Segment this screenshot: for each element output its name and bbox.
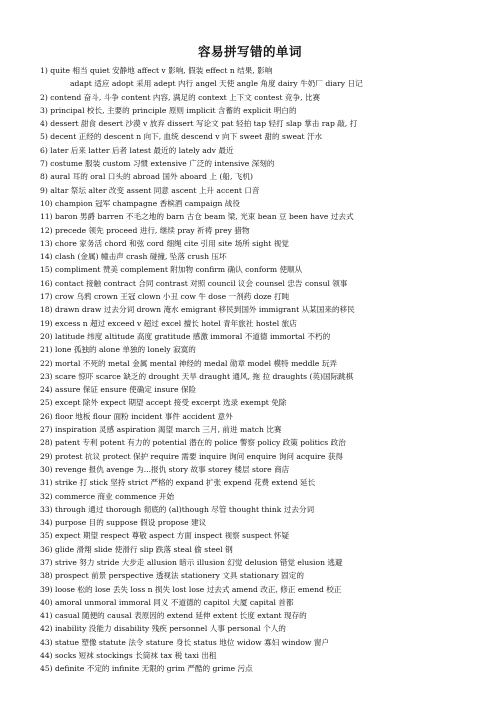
- word-list-item: 36) glide 滑翔 slide 使滑行 slip 跌落 steal 偷 steel 钢: [40, 544, 233, 554]
- word-list-item: 32) commerce 商业 commence 开始: [40, 491, 175, 501]
- page-title: 容易拼写错的单词: [197, 44, 302, 59]
- word-list-item: 37) strive 努力 stride 大步走 allusion 暗示 illusion 幻觉 delusion 错觉 elusion 逃避: [40, 557, 343, 567]
- word-list-item: 15) compliment 赞美 complement 附加物 confirm 确认 conform 使顺从: [40, 265, 303, 275]
- word-list-item: 29) protest 抗议 protect 保护 require 需要 inquire 询问 enquire 询问 acquire 获得: [40, 451, 344, 461]
- word-list-item: 39) loose 松的 lose 丢失 loss n 损失 lost lose 过去式 amend 改正, 修正 emend 校正: [40, 584, 342, 594]
- word-list-item: adapt 适应 adopt 采用 adept 内行 angel 天使 angle 角度 dairy 牛奶厂 diary 日记: [70, 79, 363, 89]
- word-list: [40, 64, 490, 676]
- word-list-item: 10) champion 冠军 champagne 香槟酒 campaign 战役: [40, 198, 240, 208]
- word-list-item: 19) excess n 超过 exceed v 超过 excel 擅长 hotel 青年旅社 hostel 旅店: [40, 318, 297, 328]
- word-list-item: 17) crow 乌鸦 crown 王冠 clown 小丑 cow 牛 dose 一剂药 doze 打盹: [40, 292, 290, 302]
- word-list-item: 41) casual 随便的 causal 表原因的 extend 延伸 extent 长度 extant 现存的: [40, 611, 307, 621]
- word-list-item: 38) prospect 前景 perspective 透视法 stationery 文具 stationary 固定的: [40, 571, 304, 581]
- word-list-item: 24) assure 保证 ensure 使确定 insure 保险: [40, 385, 197, 395]
- word-list-item: 2) contend 奋斗, 斗争 content 内容, 满足的 context 上下文 contest 竞争, 比赛: [40, 92, 321, 102]
- word-list-item: 4) dessert 甜食 desert 沙漠 v 放弃 dissert 写论文 pat 轻拍 tap 轻打 slap 掌击 rap 敲, 打: [40, 119, 358, 129]
- word-list-item: 22) mortal 不死的 metal 金属 mental 神经的 medal 勋章 model 模特 meddle 玩弄: [40, 358, 338, 368]
- word-list-item: 8) aural 耳的 oral 口头的 abroad 国外 aboard 上 (船, 飞机): [40, 172, 253, 182]
- word-list-item: 14) clash (金属) 幢击声 crash 碰撞, 坠落 crush 压坏: [40, 252, 227, 262]
- word-list-item: 3) principal 校长, 主要的 principle 原则 implicit 含蓄的 explicit 明白的: [40, 105, 297, 115]
- word-list-item: 28) patent 专利 potent 有力的 potential 潜在的 police 警察 policy 政策 politics 政治: [40, 438, 346, 448]
- word-list-item: 7) costume 服装 custom 习惯 extensive 广泛的 intensive 深刻的: [40, 159, 275, 169]
- word-list-item: 34) purpose 目的 suppose 假设 propose 建议: [40, 518, 207, 528]
- word-list-item: 44) socks 短袜 stockings 长筒袜 tax 税 taxi 出租: [40, 651, 217, 661]
- word-list-item: 26) floor 地板 flour 面粉 incident 事件 accident 意外: [40, 411, 233, 421]
- word-list-item: 40) amoral unmoral immoral 同义 不道德的 capitol 大厦 capital 首都: [40, 597, 294, 607]
- word-list-item: 12) precede 领先 proceed 进行, 继续 pray 祈祷 prey 猎物: [40, 225, 250, 235]
- word-list-item: 9) altar 祭坛 alter 改变 assent 同意 ascent 上升 accent 口音: [40, 185, 260, 195]
- word-list-item: 6) later 后来 latter 后者 latest 最近的 lately adv 最近: [40, 145, 234, 155]
- word-list-item: 11) baron 男爵 barren 不毛之地的 barn 古仓 beam 梁, 光束 bean 豆 been have 过去式: [40, 212, 354, 222]
- word-list-item: 23) scare 惊吓 scarce 缺乏的 drought 天旱 draught 通风, 拖 拉 draughts (英)国际跳棋: [40, 371, 354, 381]
- word-list-item: 25) except 除外 expect 期望 accept 接受 excerpt 选录 exempt 免除: [40, 398, 287, 408]
- word-list-item: 20) latitude 纬度 altitude 高度 gratitude 感激 immoral 不道德 immortal 不朽的: [40, 331, 331, 341]
- word-list-item: 1) quite 相当 quiet 安静地 affect v 影响, 假装 effect n 结果, 影响: [40, 66, 273, 75]
- word-list-item: 33) through 通过 thorough 彻底的 (al)though 尽管 thought think 过去分词: [40, 504, 315, 514]
- word-list-item: 21) lone 孤独的 alone 单独的 lonely 寂寞的: [40, 345, 196, 355]
- word-list-item: 27) inspiration 灵感 aspiration 渴望 march 三月, 前进 match 比赛: [40, 425, 282, 435]
- word-list-item: 13) chore 家务活 chord 和弦 cord 细绳 cite 引用 site 场所 sight 视觉: [40, 238, 289, 248]
- word-list-item: 16) contact 接触 contract 合同 contrast 对照 council 议会 counsel 忠告 consul 领事: [40, 278, 348, 288]
- word-list-item: 31) strike 打 stick 坚持 strict 严格的 expand 扩张 expend 花费 extend 延长: [40, 478, 316, 488]
- word-list-item: 18) drawn draw 过去分词 drown 淹水 emigrant 移民到国外 immigrant 从某国来的移民: [40, 305, 355, 315]
- word-list-item: 42) inability 没能力 disability 残疾 personnel 人事 personal 个人的: [40, 624, 286, 634]
- word-list-item: 30) revenge 报仇 avenge 为...报仇 story 故事 storey 楼层 store 商店: [40, 464, 290, 474]
- word-list-item: 45) definite 不定的 infinite 无限的 grim 严酷的 grime 污点: [40, 664, 253, 674]
- word-list-item: 43) statue 塑像 statute 法令 stature 身长 status 地位 widow 寡妇 window 窗户: [40, 637, 330, 647]
- word-list-item: 35) expect 期望 respect 尊敬 aspect 方面 inspect 视察 suspect 怀疑: [40, 531, 290, 541]
- word-list-item: 5) decent 正经的 descent n 向下, 血统 descend v 向下 sweet 甜的 sweat 汗水: [40, 132, 323, 142]
